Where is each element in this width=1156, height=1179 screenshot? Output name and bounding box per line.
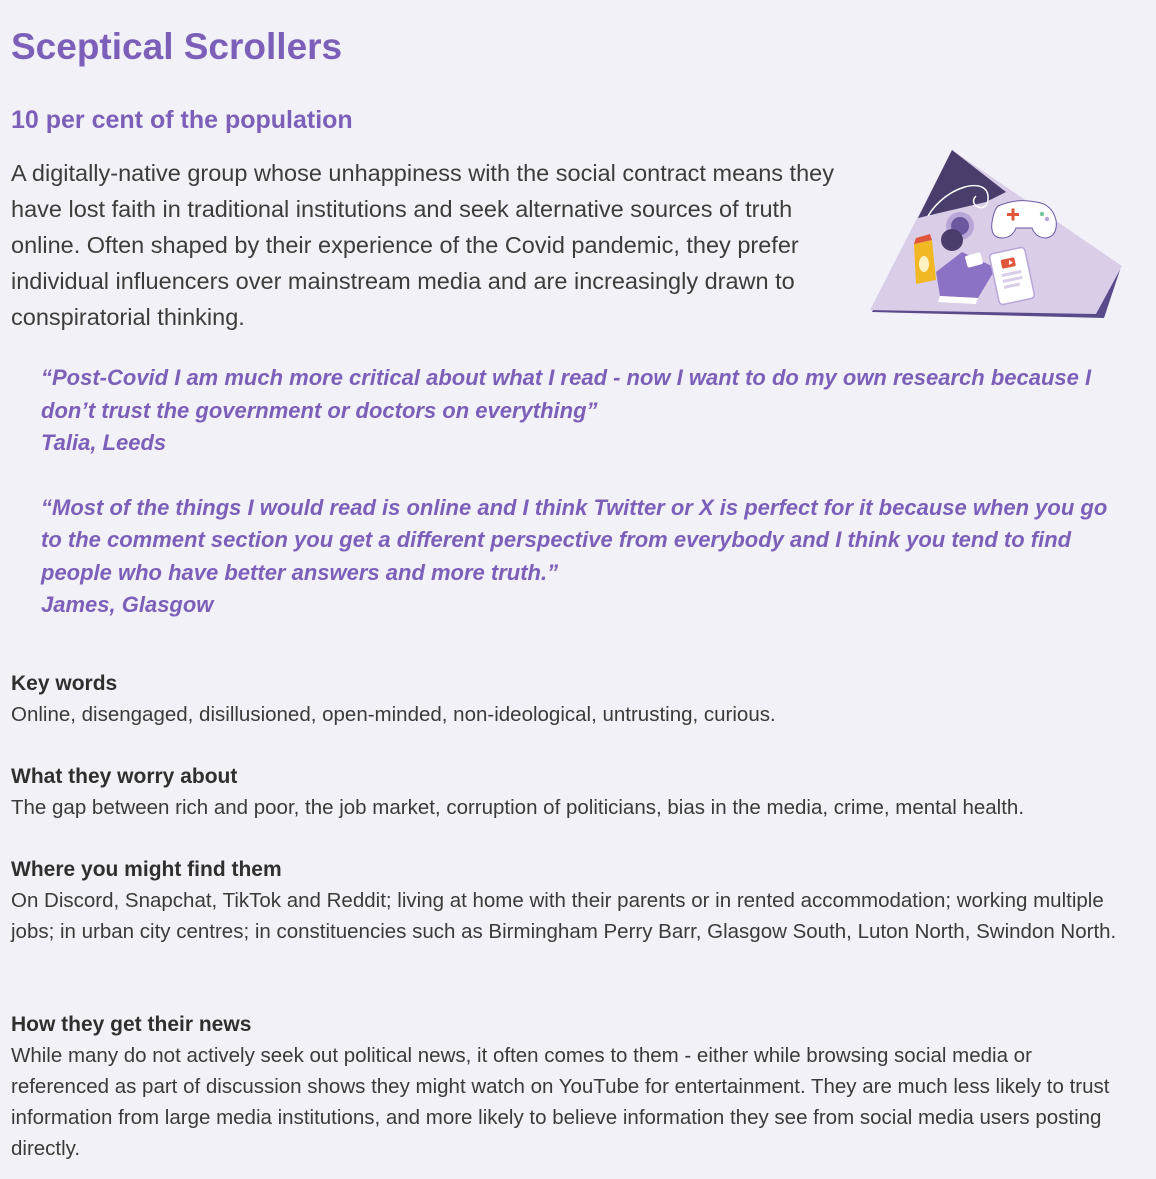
- section-body: Online, disengaged, disillusioned, open-minded, non-ideological, untrusting, curious.: [11, 703, 776, 726]
- quote-text: “Post-Covid I am much more critical about what I read - now I want to do my own research because I don’t trust the government or doctors on everything”: [41, 365, 1092, 423]
- quote-attribution: Talia, Leeds: [41, 430, 167, 455]
- quotes-section: [41, 362, 1131, 654]
- intro-paragraph: A digitally-native group whose unhappiness with the social contract means they have lost faith in traditional institutions and seek alternative sources of truth online. Often shaped by their experience of the Covid pandemic, they prefer individual influencers over mainstream media and are increasingly drawn to conspiratorial thinking.: [11, 160, 834, 330]
- section-heading: Where you might find them: [11, 858, 282, 881]
- section-body: The gap between rich and poor, the job market, corruption of politicians, bias in the media, crime, mental health.: [11, 796, 1025, 819]
- section-heading: Key words: [11, 672, 118, 695]
- quote-attribution: James, Glasgow: [41, 592, 214, 617]
- quote-text: “Most of the things I would read is online and I think Twitter or X is perfect for it because when you go to the comment section you get a different perspective from everybody and I think you tend to find people who have better answers and more truth.”: [41, 494, 1108, 585]
- section-worries: [11, 762, 1131, 823]
- section-heading: What they worry about: [11, 765, 238, 788]
- section-body: While many do not actively seek out political news, it often comes to them - either while browsing social media or referenced as part of discussion shows they might watch on YouTube for entertainment. They are much less likely to trust information from large media institutions, and more likely to believe information they see from social media users posting directly.: [11, 1044, 1110, 1160]
- illustration-svg: [866, 146, 1128, 328]
- section-news-sources: [11, 1010, 1131, 1164]
- social-media-illustration: [866, 146, 1128, 328]
- quote-block: [41, 492, 1131, 622]
- section-where-to-find: [11, 855, 1131, 947]
- section-heading: How they get their news: [11, 1013, 252, 1036]
- section-key-words: [11, 669, 1131, 730]
- quote-block: [41, 362, 1131, 460]
- page-subtitle: 10 per cent of the population: [11, 106, 353, 134]
- section-body: On Discord, Snapchat, TikTok and Reddit; living at home with their parents or in rented accommodation; working multiple jobs; in urban city centres; in constituencies such as Birmingham Perry Barr, Glasgow South, Luton North, Swindon North.: [11, 889, 1117, 943]
- page-title: Sceptical Scrollers: [11, 26, 343, 67]
